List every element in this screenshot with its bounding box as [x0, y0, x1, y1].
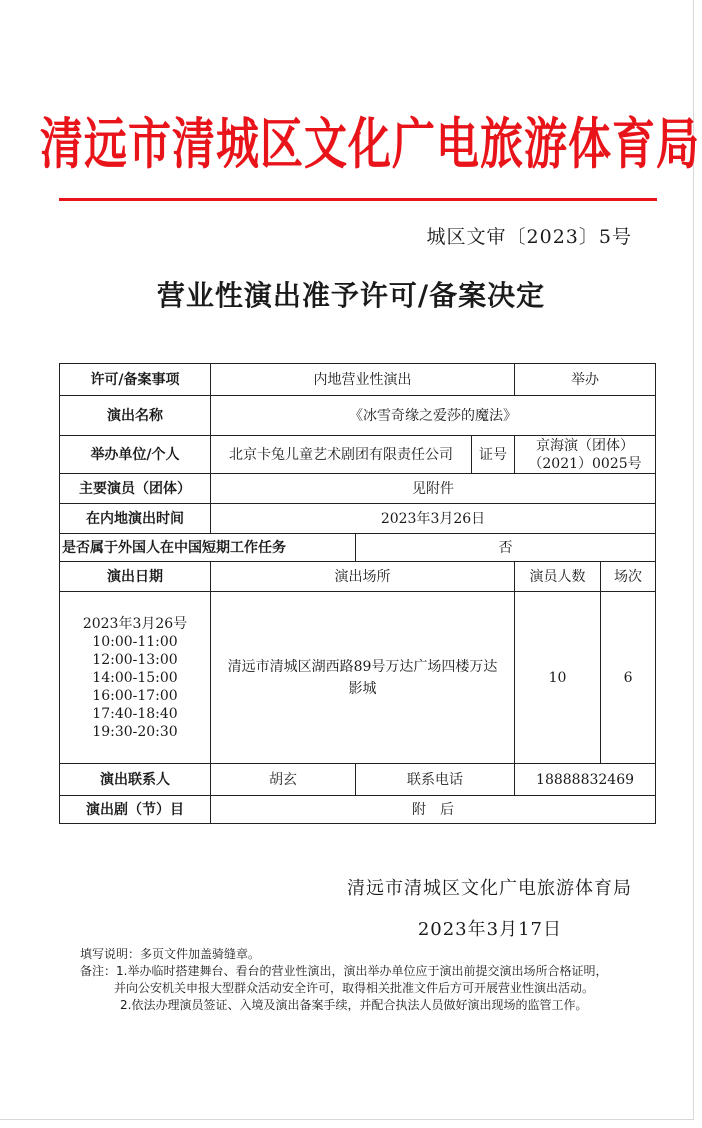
table-row [60, 504, 656, 534]
permit-item-label: 许可/备案事项 [60, 364, 211, 396]
schedule-performers: 10 [515, 592, 601, 764]
fill-note: 填写说明：多页文件加盖骑缝章。 [80, 947, 261, 961]
schedule-time: 12:00-13:00 [92, 651, 178, 668]
cert-number-label: 证号 [472, 436, 515, 474]
permit-table [59, 363, 656, 824]
table-row [60, 562, 656, 592]
agency-header: 清远市清城区文化广电旅游体育局 [40, 113, 700, 177]
schedule-sessions: 6 [601, 592, 656, 764]
table-row [60, 592, 656, 764]
table-row [60, 436, 656, 474]
schedule-time: 17:40-18:40 [92, 705, 178, 722]
document-title: 营业性演出准予许可/备案决定 [156, 279, 546, 312]
document-number: 城区文审〔2023〕5号 [426, 226, 632, 248]
table-row [60, 364, 656, 396]
foreigner-task-value: 否 [356, 534, 656, 562]
permit-item-action: 举办 [515, 364, 656, 396]
schedule-date-times [60, 592, 211, 764]
show-name-value: 《冰雪奇缘之爱莎的魔法》 [211, 396, 656, 436]
schedule-time: 19:30-20:30 [92, 723, 178, 740]
performance-time-label: 在内地演出时间 [60, 504, 211, 534]
show-name-label: 演出名称 [60, 396, 211, 436]
issuer-name: 清远市清城区文化广电旅游体育局 [347, 878, 632, 899]
schedule-date-header: 演出日期 [60, 562, 211, 592]
cert-number-value: 京海演（团体）（2021）0025号 [515, 436, 656, 474]
note-1: 备注：1.举办临时搭建舞台、看台的营业性演出，演出举办单位应于演出前提交演出场所合格证明， [80, 964, 608, 978]
main-performers-value: 见附件 [211, 474, 656, 504]
table-row [60, 796, 656, 824]
contact-label: 演出联系人 [60, 764, 211, 796]
schedule-performers-header: 演员人数 [515, 562, 601, 592]
organizer-value: 北京卡兔儿童艺术剧团有限责任公司 [211, 436, 472, 474]
contact-phone-label: 联系电话 [356, 764, 515, 796]
table-row [60, 474, 656, 504]
performance-time-value: 2023年3月26日 [211, 504, 656, 534]
table-row [60, 396, 656, 436]
permit-item-value: 内地营业性演出 [211, 364, 515, 396]
schedule-time: 10:00-11:00 [92, 633, 178, 650]
red-divider [59, 198, 657, 201]
schedule-time: 16:00-17:00 [92, 687, 178, 704]
main-performers-label: 主要演员（团体） [60, 474, 211, 504]
program-value: 附 后 [211, 796, 656, 824]
schedule-venue-header: 演出场所 [211, 562, 515, 592]
schedule-sessions-header: 场次 [601, 562, 656, 592]
note-2: 2.依法办理演员签证、入境及演出备案手续，并配合执法人员做好演出现场的监管工作。 [120, 998, 588, 1012]
schedule-time: 14:00-15:00 [92, 669, 178, 686]
organizer-label: 举办单位/个人 [60, 436, 211, 474]
schedule-date: 2023年3月26号 [82, 615, 188, 632]
foreigner-task-label: 是否属于外国人在中国短期工作任务 [60, 534, 356, 562]
notes-section [80, 946, 660, 1014]
program-label: 演出剧（节）目 [60, 796, 211, 824]
table-row [60, 534, 656, 562]
contact-phone: 18888832469 [515, 764, 656, 796]
schedule-venue: 清远市清城区湖西路89号万达广场四楼万达影城 [211, 592, 515, 764]
contact-name: 胡玄 [211, 764, 356, 796]
table-row [60, 764, 656, 796]
issue-date: 2023年3月17日 [417, 919, 562, 940]
note-1-continued: 并向公安机关申报大型群众活动安全许可，取得相关批准文件后方可开展营业性演出活动。 [114, 981, 595, 995]
